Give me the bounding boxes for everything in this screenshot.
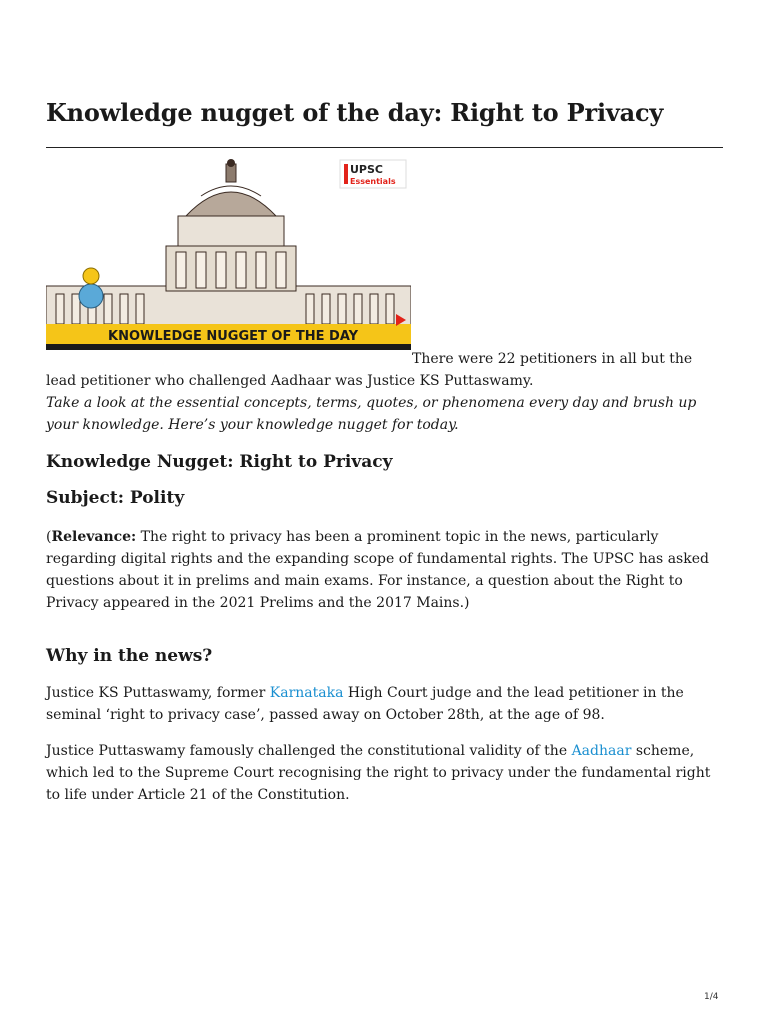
p2-before: Justice Puttaswamy famously challenged the constitutional validity of the [46,743,572,759]
p2-after: scheme, which led to the Supreme Court recognising the right to privacy under the fundamental right to life under Article 21 of the Constitution. [46,743,711,803]
relevance-label: Relevance: [51,529,137,545]
title-divider [46,147,723,148]
intro-italic: Take a look at the essential concepts, terms, quotes, or phenomena every day and brush up your knowledge. Here’s your knowledge nugget for today. [46,395,697,433]
relevance-open-paren: ( [46,529,52,545]
intro-paragraph [46,348,723,392]
relevance-paragraph [46,526,723,614]
relevance-text: The right to privacy has been a prominent topic in the news, particularly regarding digital rights and the expanding scope of fundamental rights. The UPSC has asked questions about it in prelims and main exams. For instance, a question about the Right to Privacy appeared in the 2021 Prelims and the 2017 Mains.) [46,529,709,611]
heading-subject: Subject: Polity [46,488,185,508]
page-number: 1/4 [704,992,719,1002]
badge-essentials: Essentials [350,177,396,186]
news-paragraph-1 [46,682,723,726]
badge-upsc: UPSC [350,163,383,176]
intro-text: There were 22 petitioners in all but the lead petitioner who challenged Aadhaar was Justice KS Puttaswamy. [46,351,693,389]
p1-after: High Court judge and the lead petitioner in the seminal ‘right to privacy case’, passed away on October 28th, at the age of 98. [46,685,684,723]
hero-image [46,156,411,350]
karnataka-link[interactable]: Karnataka [269,685,344,701]
heading-why-news: Why in the news? [46,646,213,666]
heading-nugget: Knowledge Nugget: Right to Privacy [46,452,393,472]
aadhaar-link[interactable]: Aadhaar [571,743,632,759]
hero-banner-text: KNOWLEDGE NUGGET OF THE DAY [108,329,359,344]
news-paragraph-2 [46,740,723,806]
p1-before: Justice KS Puttaswamy, former [46,685,270,701]
article-title: Knowledge nugget of the day: Right to Privacy [46,98,664,127]
